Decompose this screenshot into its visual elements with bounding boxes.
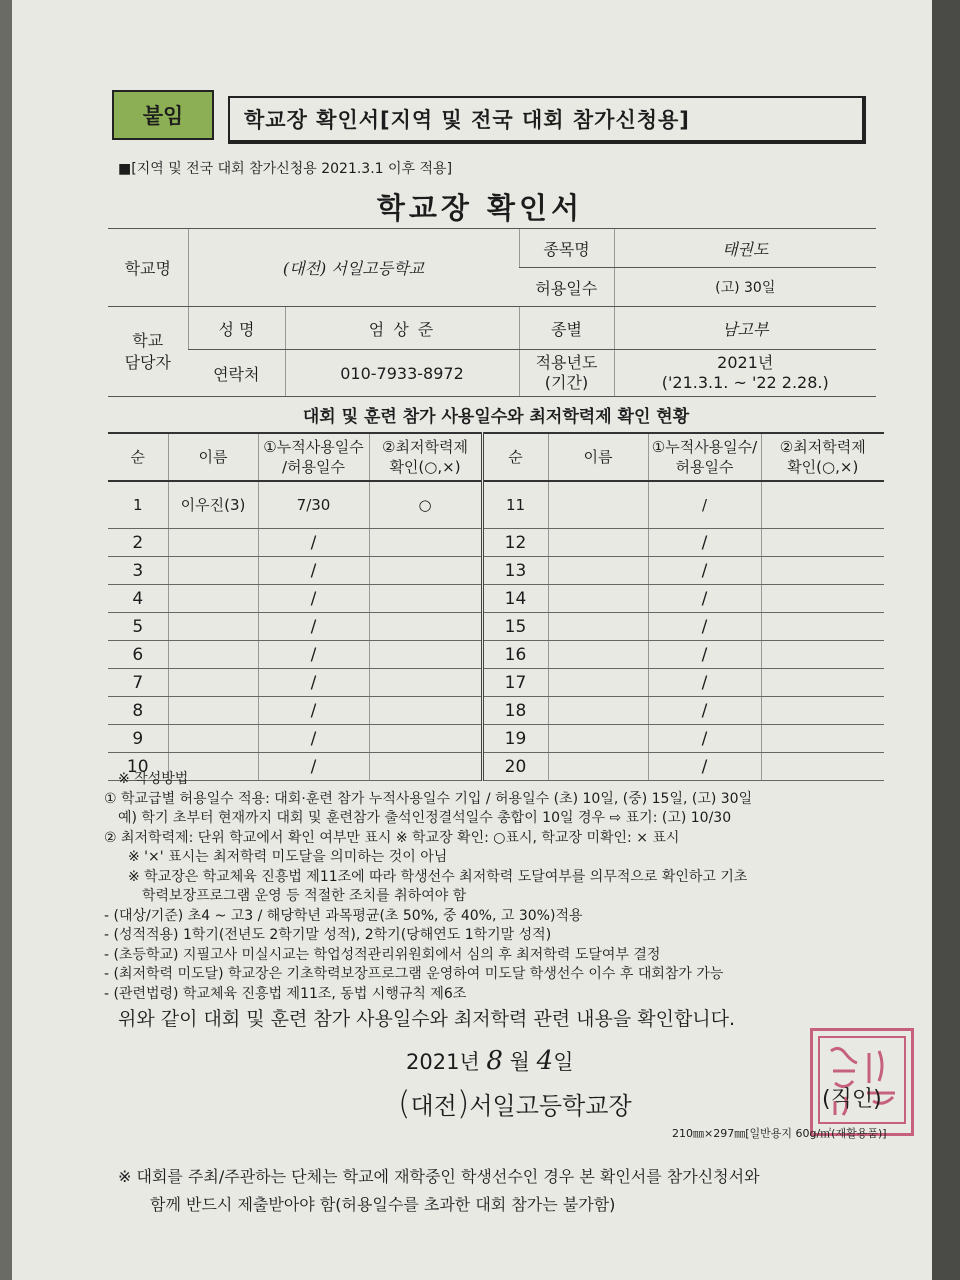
table-cell-check-r — [761, 753, 884, 781]
table-cell-name-r — [548, 641, 648, 669]
table-cell-name-r — [548, 481, 648, 529]
table-row — [108, 753, 884, 781]
table-cell-check-r — [761, 585, 884, 613]
instruction-line: 예) 학기 초부터 현재까지 대회 및 훈련참가 출석인정결석일수 총합이 10일 경우 ⇨ 표기: (고) 10/30 — [118, 810, 732, 826]
header-check-line2: 확인(○,×) — [389, 458, 461, 476]
signer — [398, 1084, 632, 1122]
table-cell-no: 10 — [108, 753, 168, 781]
table-cell-no-r: 11 — [482, 481, 548, 529]
signature-date — [406, 1046, 573, 1076]
name-label: 성 명 — [188, 307, 285, 350]
table-cell-no-r: 14 — [482, 585, 548, 613]
date-year: 2021년 — [406, 1050, 480, 1074]
table-cell-days-r: / — [648, 641, 761, 669]
table-cell-days-r: / — [648, 529, 761, 557]
table-row — [108, 641, 884, 669]
sport-value: 태권도 — [614, 229, 876, 268]
instruction-line: - (초등학교) 지필고사 미실시교는 학업성적관리위원회에서 심의 후 최저학력 도달여부 결정 — [104, 946, 661, 963]
header-used-right-line2: 허용일수 — [675, 458, 734, 476]
header-check-right-line2: 확인(○,×) — [787, 458, 859, 476]
table-cell-check — [369, 585, 482, 613]
year-label — [519, 350, 614, 397]
table-cell-check-r — [761, 481, 884, 529]
table-cell-no-r: 19 — [482, 725, 548, 753]
table-cell-check — [369, 753, 482, 781]
table-cell-check — [369, 669, 482, 697]
signer-open-paren: ( — [398, 1084, 411, 1122]
contact-label: 연락처 — [188, 350, 285, 397]
table-cell-name — [168, 613, 258, 641]
table-row — [108, 529, 884, 557]
instruction-line: ② 최저학력제: 단위 학교에서 확인 여부만 표시 ※ 학교장 확인: ○표시, 학교장 미확인: × 표시 — [104, 829, 680, 846]
table-cell-days-r: / — [648, 669, 761, 697]
header-used-line1: ①누적사용일수 — [263, 438, 364, 456]
table-cell-days-r: / — [648, 557, 761, 585]
table-cell-name — [168, 585, 258, 613]
header-no-right: 순 — [482, 433, 548, 481]
seal-label: (직인) — [822, 1087, 882, 1112]
table-cell-name — [168, 529, 258, 557]
signer-close-paren: ) — [456, 1084, 470, 1122]
table-row — [108, 669, 884, 697]
table-row — [108, 585, 884, 613]
instruction-line: - (성적적용) 1학기(전년도 2학기말 성적), 2학기(당해연도 1학기말 성적) — [104, 927, 552, 943]
table-row — [108, 557, 884, 585]
instruction-line: - (최저학력 미도달) 학교장은 기초학력보장프로그램 운영하여 미도달 학생선수 이수 후 대회참가 가능 — [104, 966, 724, 982]
header-used — [258, 433, 369, 481]
header-check-right — [761, 433, 884, 481]
table-cell-check-r — [761, 697, 884, 725]
table-cell-no: 1 — [108, 481, 168, 529]
table-cell-days: / — [258, 697, 369, 725]
instruction-line: - (대상/기준) 초4 ~ 고3 / 해당학년 과목평균(초 50%, 중 40%, 고 30%)적용 — [104, 907, 583, 924]
instruction-line: ※ '×' 표시는 최저학력 미도달을 의미하는 것이 아님 — [128, 849, 448, 865]
status-table — [108, 432, 884, 781]
category-label: 종별 — [519, 307, 614, 350]
table-cell-days-r: / — [648, 613, 761, 641]
table-cell-name — [168, 557, 258, 585]
table-cell-name-r — [548, 557, 648, 585]
footer-note-line1: ※ 대회를 주최/주관하는 단체는 학교에 재학중인 학생선수인 경우 본 확인서를 참가신청서와 — [118, 1167, 760, 1186]
manager-label-line1: 학교 — [132, 330, 164, 350]
attachment-label: 붙임 — [112, 90, 214, 140]
table-cell-name — [168, 641, 258, 669]
table-cell-no: 9 — [108, 725, 168, 753]
table-cell-no-r: 16 — [482, 641, 548, 669]
date-day: 4 — [536, 1046, 554, 1076]
manager-label — [108, 307, 188, 397]
table-cell-days-r: / — [648, 585, 761, 613]
instruction-line: ※ 작성방법 — [118, 771, 189, 787]
header-check — [369, 433, 482, 481]
instruction-line: 학력보장프로그램 운영 등 적절한 조치를 취하여야 함 — [142, 888, 467, 904]
allowed-days-value: (고) 30일 — [614, 268, 876, 307]
table-cell-name: 이우진(3) — [168, 481, 258, 529]
seal-pattern-icon — [813, 1031, 911, 1129]
table-cell-no-r: 18 — [482, 697, 548, 725]
page-title: 학교장 확인서 — [376, 191, 584, 225]
table-row — [108, 613, 884, 641]
table-cell-check-r — [761, 669, 884, 697]
date-day-label: 일 — [553, 1050, 574, 1074]
table-cell-check-r — [761, 725, 884, 753]
table-cell-name-r — [548, 529, 648, 557]
table-cell-check — [369, 641, 482, 669]
info-table — [108, 228, 876, 397]
table-cell-no-r: 20 — [482, 753, 548, 781]
header-no: 순 — [108, 433, 168, 481]
year-value-line1: 2021년 — [717, 353, 774, 372]
header-used-line2: /허용일수 — [281, 458, 345, 476]
table-cell-name-r — [548, 669, 648, 697]
instruction-line: ※ 학교장은 학교체육 진흥법 제11조에 따라 학생선수 최저학력 도달여부를 의무적으로 확인하고 기초 — [128, 868, 748, 885]
table-cell-no: 2 — [108, 529, 168, 557]
year-label-line1: 적용년도 — [535, 353, 598, 372]
table-cell-name — [168, 725, 258, 753]
table-cell-days: / — [258, 613, 369, 641]
school-label: 학교명 — [108, 229, 188, 307]
table-row — [108, 481, 884, 529]
signer-region: 대전 — [410, 1092, 457, 1120]
table-cell-check — [369, 557, 482, 585]
table-cell-no: 5 — [108, 613, 168, 641]
header-name: 이름 — [168, 433, 258, 481]
applicability-note: ■[지역 및 전국 대회 참가신청용 2021.3.1 이후 적용] — [118, 161, 453, 177]
footer-note-line2: 함께 반드시 제출받아야 함(허용일수를 초과한 대회 참가는 불가함) — [150, 1195, 616, 1214]
table-cell-check: ○ — [369, 481, 482, 529]
signer-name: 서일고등학교장 — [469, 1092, 632, 1120]
instruction-line: ① 학교급별 허용일수 적용: 대회·훈련 참가 누적사용일수 기입 / 허용일수 (초) 10일, (중) 15일, (고) 30일 — [104, 790, 753, 807]
table-cell-check-r — [761, 529, 884, 557]
status-body — [108, 481, 884, 781]
table-cell-name-r — [548, 697, 648, 725]
allowed-days-label: 허용일수 — [519, 268, 614, 307]
header-used-right — [648, 433, 761, 481]
table-cell-name-r — [548, 725, 648, 753]
table-cell-check — [369, 613, 482, 641]
table-cell-days-r: / — [648, 697, 761, 725]
table-cell-name-r — [548, 585, 648, 613]
header-check-right-line1: ②최저학력제 — [779, 438, 866, 456]
header-used-right-line1: ①누적사용일수/ — [651, 438, 758, 456]
document-heading: 학교장 확인서[지역 및 전국 대회 참가신청용] — [228, 96, 866, 144]
table-cell-days: / — [258, 585, 369, 613]
table-cell-check-r — [761, 641, 884, 669]
header-check-line1: ②최저학력제 — [382, 438, 468, 456]
table-cell-days: 7/30 — [258, 481, 369, 529]
header-name-right: 이름 — [548, 433, 648, 481]
table-cell-days: / — [258, 557, 369, 585]
table-cell-check-r — [761, 613, 884, 641]
manager-label-line2: 담당자 — [124, 352, 171, 372]
contact-value: 010-7933-8972 — [285, 350, 519, 397]
status-header-row — [108, 433, 884, 481]
date-month-label: 월 — [509, 1050, 530, 1074]
table-row — [108, 697, 884, 725]
declaration: 위와 같이 대회 및 훈련 참가 사용일수와 최저학력 관련 내용을 확인합니다. — [118, 1008, 736, 1030]
status-heading: 대회 및 훈련 참가 사용일수와 최저학력제 확인 현황 — [302, 407, 690, 427]
table-cell-no-r: 15 — [482, 613, 548, 641]
school-value: (대전) 서일고등학교 — [188, 229, 519, 307]
table-cell-days: / — [258, 641, 369, 669]
table-cell-no-r: 13 — [482, 557, 548, 585]
table-cell-name-r — [548, 613, 648, 641]
table-cell-name — [168, 669, 258, 697]
table-row — [108, 725, 884, 753]
table-cell-check — [369, 697, 482, 725]
date-month: 8 — [486, 1046, 503, 1076]
table-cell-check-r — [761, 557, 884, 585]
table-cell-no-r: 12 — [482, 529, 548, 557]
table-cell-no-r: 17 — [482, 669, 548, 697]
table-cell-days: / — [258, 725, 369, 753]
table-cell-no: 8 — [108, 697, 168, 725]
table-cell-no: 3 — [108, 557, 168, 585]
table-cell-check — [369, 725, 482, 753]
table-cell-check — [369, 529, 482, 557]
table-cell-name-r — [548, 753, 648, 781]
table-cell-days: / — [258, 753, 369, 781]
table-cell-days-r: / — [648, 725, 761, 753]
table-cell-days-r: / — [648, 753, 761, 781]
table-cell-name — [168, 697, 258, 725]
name-value: 엄 상 준 — [285, 307, 519, 350]
table-cell-days: / — [258, 529, 369, 557]
table-cell-days-r: / — [648, 481, 761, 529]
year-label-line2: (기간) — [544, 373, 589, 392]
instruction-line: - (관련법령) 학교체육 진흥법 제11조, 동법 시행규칙 제6조 — [104, 985, 467, 1002]
table-cell-no: 6 — [108, 641, 168, 669]
table-cell-no: 7 — [108, 669, 168, 697]
paper-size-note: 210㎜×297㎜[일반용지 60g/㎡(재활용품)] — [672, 1127, 887, 1140]
year-value — [614, 350, 876, 397]
table-cell-days: / — [258, 669, 369, 697]
year-value-line2: ('21.3.1. ~ '22 2.28.) — [661, 373, 829, 392]
table-cell-no: 4 — [108, 585, 168, 613]
category-value: 남고부 — [614, 307, 876, 350]
sport-label: 종목명 — [519, 229, 614, 268]
